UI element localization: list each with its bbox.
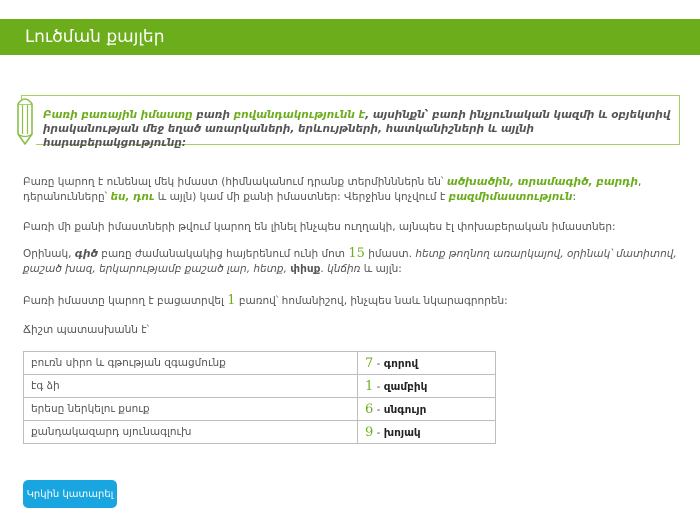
table-row — [24, 398, 496, 421]
definition-cell: երեսը ներկելու քսուք — [24, 398, 358, 421]
correct-answer-label: Ճիշտ պատասխանն է՝ — [23, 324, 150, 336]
paragraph-example: Օրինակ, գիծ բառը ժամանակակից հայերենում ունի մոտ 15 իմաստ. հետք թողնող առարկայով, օրինակ՝ մատիտով, քաշած խազ, երկարությամբ քաշած լար, հետք, փիսք. կնճիռ և այլն: — [23, 246, 677, 275]
definition-cell: քանդակազարդ սյունագլուխ — [24, 421, 358, 444]
paragraph-explanation: Բառի իմաստը կարող է բացատրվել 1 բառով՝ հոմանիշով, ինչպես նաև նկարագրորեն: — [23, 293, 508, 308]
answer-cell: 7 - գորով — [358, 352, 496, 375]
paragraph-meanings: Բառը կարող է ունենալ մեկ իմաստ (հիմնականում դրանք տերմինններն են՝ ածխածին, տրամագիծ, բարդի, դերանունները՝ ես, դու և այլն) կամ մի քանի իմաստներ: Վերջինս կոչվում է բազմիմաստություն: — [23, 176, 642, 203]
table-row — [24, 421, 496, 444]
note-text: Բառի բառային իմաստը բառի բովանդակությունն է, այսինքն՝ բառի ինչյունական կազմի և օբյեկտիվ իրականության մեջ եղած առարկաների, երևույթների, հատկանիշների և այլնի հարաբերակցությունը: — [43, 109, 671, 149]
answer-cell: 1 - զամբիկ — [358, 375, 496, 398]
table-row — [24, 375, 496, 398]
header-bar — [0, 19, 700, 55]
paragraph-direct-figurative: Բառի մի քանի իմաստների թվում կարող են լինել ինչպես ուղղակի, այնպես էլ փոխաբերական իմաստներ: — [23, 221, 616, 233]
pencil-icon — [13, 90, 37, 146]
definition-cell: էգ ձի — [24, 375, 358, 398]
definition-cell: բուռն սիրո և գթության զգացմունք — [24, 352, 358, 375]
retry-button[interactable]: Կրկին կատարել — [23, 480, 117, 508]
table-row — [24, 352, 496, 375]
page-title: Լուծման քայլեր — [25, 27, 165, 47]
answers-table — [23, 351, 496, 444]
answer-cell: 6 - սնգույր — [358, 398, 496, 421]
answer-cell: 9 - խոյակ — [358, 421, 496, 444]
definition-note — [21, 95, 680, 149]
